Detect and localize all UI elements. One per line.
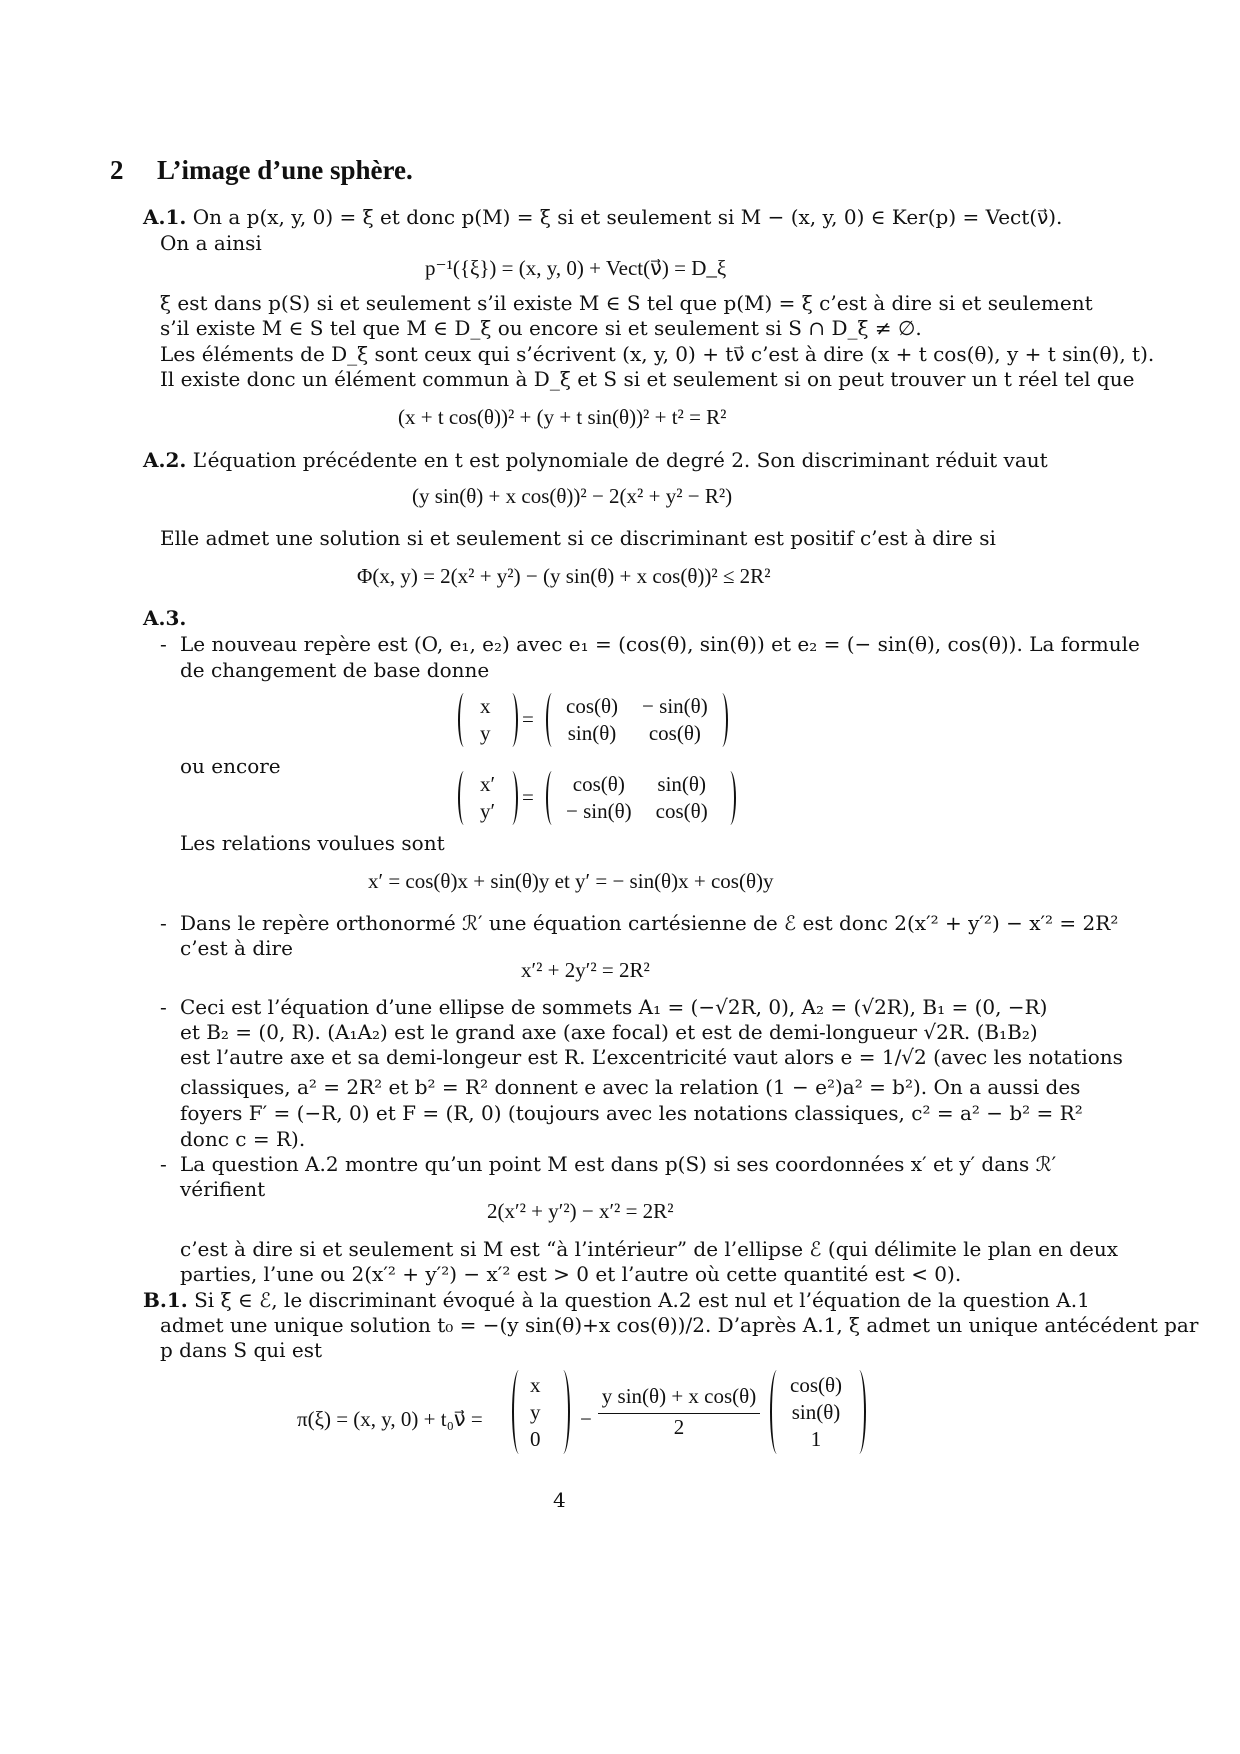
A1-line6: Il existe donc un élément commun à D_ξ et S si et seulement si on peut trouver un t réel tel que xyxy=(160,367,1135,391)
section-title: L’image d’une sphère. xyxy=(157,155,413,185)
A1-line4: s’il existe M ∈ S tel que M ∈ D_ξ ou encore si et seulement si S ∩ D_ξ ≠ ∅. xyxy=(160,316,922,340)
A3-bullet4-line4: parties, l’une ou 2(x′² + y′²) − x′² est > 0 et l’autre où cette quantité est < 0). xyxy=(180,1262,962,1286)
matrix-entry: cos(θ) xyxy=(566,694,619,718)
A3-bullet3-line3: est l’autre axe et sa demi-longeur est R. L’excentricité vaut alors e = 1/√2 (avec les notations xyxy=(180,1045,1123,1069)
right-paren xyxy=(716,693,728,747)
A3-bullet4-dash: - xyxy=(160,1152,167,1176)
A2-line2: Elle admet une solution si et seulement si ce discriminant est positif c’est à dire si xyxy=(160,526,996,550)
vector-entry: cos(θ) xyxy=(790,1373,843,1397)
A3-bullet3-line6: donc c = R). xyxy=(180,1127,306,1151)
B1-equation-lhs: π(ξ) = (x, y, 0) + t₀ν⃗ = xyxy=(297,1407,483,1431)
right-paren xyxy=(556,1370,570,1454)
A3-ou-encore: ou encore xyxy=(180,754,281,778)
section-number: 2 xyxy=(110,155,124,185)
page-number: 4 xyxy=(553,1488,566,1512)
A1-equation-sphere: (x + t cos(θ))² + (y + t sin(θ))² + t² = R² xyxy=(398,405,727,429)
vector-direction xyxy=(778,1372,854,1453)
A3-bullet4-line3: c’est à dire si et seulement si M est “à l’intérieur” de l’ellipse ℰ (qui délimite le plan en deux xyxy=(180,1237,1118,1261)
right-paren xyxy=(506,693,518,747)
A3-bullet4-line1: La question A.2 montre qu’un point M est dans p(S) si ses coordonnées x′ et y′ dans ℛ′ xyxy=(180,1152,1057,1176)
B1-paragraph xyxy=(143,1286,1090,1314)
A3-bullet2-dash: - xyxy=(160,911,167,935)
A2-line1: L’équation précédente en t est polynomiale de degré 2. Son discriminant réduit vaut xyxy=(192,448,1048,472)
A3-ellipse-equation: x′² + 2y′² = 2R² xyxy=(521,958,650,982)
A3-bullet2-line1: Dans le repère orthonormé ℛ′ une équation cartésienne de ℰ est donc 2(x′² + y′²) − x′² = 2R² xyxy=(180,911,1119,935)
A3-relations-text: Les relations voulues sont xyxy=(180,831,445,855)
vector-entry: x′ xyxy=(480,772,496,796)
B1-label: B.1. xyxy=(143,1288,188,1312)
fraction-denominator: 2 xyxy=(673,1415,685,1439)
vector-entry: y xyxy=(530,1400,541,1424)
A1-line2: On a ainsi xyxy=(160,231,262,255)
matrix-entry: cos(θ) xyxy=(648,721,701,745)
A2-label: A.2. xyxy=(143,448,187,472)
A3-interior-equation: 2(x′² + y′²) − x′² = 2R² xyxy=(487,1199,674,1223)
A3-bullet3-line5: foyers F′ = (−R, 0) et F = (R, 0) (toujours avec les notations classiques, c² = a² − b² = R² xyxy=(180,1101,1083,1125)
A3-bullet3-line2: et B₂ = (0, R). (A₁A₂) est le grand axe (axe focal) et est de demi-longueur √2R. (B₁B₂) xyxy=(180,1020,1038,1044)
A3-bullet1-line1: Le nouveau repère est (O, e₁, e₂) avec e₁ = (cos(θ), sin(θ)) et e₂ = (− sin(θ), cos(θ)). La formule xyxy=(180,632,1140,656)
vector-xy xyxy=(468,693,503,747)
right-paren xyxy=(724,771,736,825)
equals-sign: = xyxy=(522,785,534,809)
matrix-entry: sin(θ) xyxy=(567,721,617,745)
rotation-matrix xyxy=(554,693,720,747)
A3-bullet1-dash: - xyxy=(160,632,167,656)
matrix-entry: sin(θ) xyxy=(657,772,706,796)
fraction-numerator: y sin(θ) + x cos(θ) xyxy=(601,1384,757,1408)
B1-line2: admet une unique solution t₀ = −(y sin(θ)+x cos(θ))/2. D’après A.1, ξ admet un unique antécédent par xyxy=(160,1313,1199,1337)
matrix-entry: − sin(θ) xyxy=(566,799,632,823)
A3-bullet4-line2: vérifient xyxy=(180,1177,266,1201)
A2-paragraph xyxy=(143,446,1048,474)
vector-entry: x xyxy=(480,694,491,718)
A1-paragraph xyxy=(143,203,1063,231)
matrix-entry: cos(θ) xyxy=(572,772,625,796)
vector-entry: sin(θ) xyxy=(791,1400,841,1424)
right-paren xyxy=(506,771,518,825)
B1-line3: p dans S qui est xyxy=(160,1338,323,1362)
A1-label: A.1. xyxy=(143,205,187,229)
A3-bullet1-line2: de changement de base donne xyxy=(180,658,490,682)
vector-entry: 0 xyxy=(530,1427,541,1451)
vector-entry: 1 xyxy=(810,1427,822,1451)
vector-xy0 xyxy=(518,1372,553,1453)
minus-sign: − xyxy=(580,1407,592,1431)
A3-label: A.3. xyxy=(143,606,187,630)
A1-line1: On a p(x, y, 0) = ξ et donc p(M) = ξ si et seulement si M − (x, y, 0) ∈ Ker(p) = Vect(ν⃗). xyxy=(192,205,1063,229)
A2-equation-phi: Φ(x, y) = 2(x² + y²) − (y sin(θ) + x cos(θ))² ≤ 2R² xyxy=(357,564,771,588)
A3-bullet2-line2: c’est à dire xyxy=(180,936,293,960)
vector-entry: y xyxy=(480,721,491,745)
right-paren xyxy=(852,1370,866,1454)
fraction-bar xyxy=(598,1413,760,1414)
matrix-entry: − sin(θ) xyxy=(642,694,708,718)
A1-line3: ξ est dans p(S) si et seulement s’il existe M ∈ S tel que p(M) = ξ c’est à dire si et seulement xyxy=(160,291,1093,315)
A2-equation-discriminant: (y sin(θ) + x cos(θ))² − 2(x² + y² − R²) xyxy=(412,484,733,508)
matrix-entry: cos(θ) xyxy=(655,799,708,823)
A3-bullet3-dash: - xyxy=(160,995,167,1019)
A3-relations-equation: x′ = cos(θ)x + sin(θ)y et y′ = − sin(θ)x + cos(θ)y xyxy=(368,869,774,893)
equals-sign: = xyxy=(522,707,534,731)
vector-xprime-yprime xyxy=(468,771,507,825)
vector-entry: x xyxy=(530,1373,541,1397)
A3-bullet3-line1: Ceci est l’équation d’une ellipse de sommets A₁ = (−√2R, 0), A₂ = (√2R), B₁ = (0, −R) xyxy=(180,995,1048,1019)
A1-line5: Les éléments de D_ξ sont ceux qui s’écrivent (x, y, 0) + tν⃗ c’est à dire (x + t cos(θ), y + t sin(θ), t). xyxy=(160,342,1155,366)
A3-bullet3-line4: classiques, a² = 2R² et b² = R² donnent e avec la relation (1 − e²)a² = b²). On a aussi des xyxy=(180,1075,1081,1099)
A1-equation-preimage: p⁻¹({ξ}) = (x, y, 0) + Vect(ν⃗) = D_ξ xyxy=(425,256,727,280)
inverse-rotation-matrix xyxy=(554,771,720,825)
vector-entry: y′ xyxy=(480,799,496,823)
B1-line1: Si ξ ∈ ℰ, le discriminant évoqué à la question A.2 est nul et l’équation de la question A.1 xyxy=(194,1288,1090,1312)
